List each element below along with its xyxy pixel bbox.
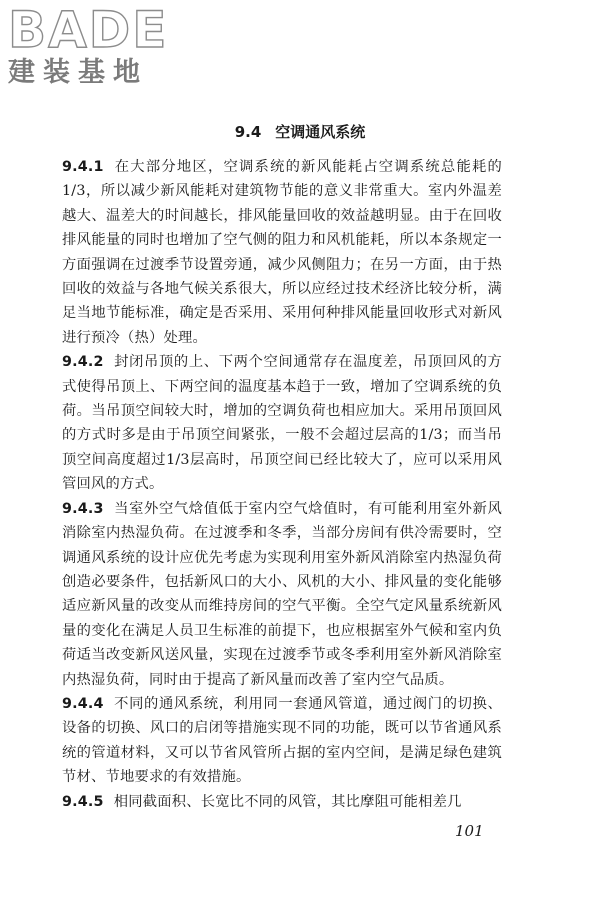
clause-number: 9.4.3 xyxy=(62,500,104,517)
clause-9-4-5 xyxy=(62,790,502,814)
clause-number: 9.4.4 xyxy=(62,695,104,712)
clause-number: 9.4.2 xyxy=(62,354,104,371)
clause-9-4-2 xyxy=(62,350,502,496)
page-number: 101 xyxy=(455,822,484,840)
logo-subtitle: 建装基地 xyxy=(8,57,148,88)
clause-9-4-1 xyxy=(62,155,502,350)
clause-text: 当室外空气焓值低于室内空气焓值时，有可能利用室外新风消除室内热湿负荷。在过渡季和冬季，当部分房间有供冷需要时，空调通风系统的设计应优先考虑为实现利用室外新风消除室内热湿负荷创造必要条件，包括新风口的大小、风机的大小、排风量的变化能够适应新风量的改变从而维持房间的空气平衡。全空气定风量系统新风量的变化在满足人员卫生标准的前提下，也应根据室外气候和室内负荷适当改变新风送风量，实现在过渡季节或冬季利用室外新风消除室内热湿负荷，同时由于提高了新风量而改善了室内空气品质。 xyxy=(62,500,502,688)
clause-text: 相同截面积、长宽比不同的风管，其比摩阻可能相差几 xyxy=(113,793,462,810)
clause-text: 在大部分地区，空调系统的新风能耗占空调系统总能耗的1/3，所以减少新风能耗对建筑物节能的意义非常重大。室内外温差越大、温差大的时间越长，排风能量回收的效益越明显。由于在回收排风能量的同时也增加了空气侧的阻力和风机能耗，所以本条规定一方面强调在过渡季节设置旁通，减少风侧阻力；在另一方面，由于热回收的效益与各地气候关系很大，所以应经过技术经济比较分析，满足当地节能标准，确定是否采用、采用何种排风能量回收形式对新风进行预冷（热）处理。 xyxy=(62,159,502,346)
clause-number: 9.4.5 xyxy=(62,793,104,810)
clause-number: 9.4.1 xyxy=(62,159,104,175)
document-body xyxy=(62,155,502,814)
clause-9-4-3 xyxy=(62,497,502,692)
logo xyxy=(8,1,178,88)
clause-text: 不同的通风系统，利用同一套通风管道，通过阀门的切换、设备的切换、风口的启闭等措施实现不同的功能，既可以节省通风系统的管道材料，又可以节省风管所占据的室内空间，是满足绿色建筑节材、节地要求的有效措施。 xyxy=(62,695,502,786)
section-title xyxy=(0,122,600,142)
section-title-text: 空调通风系统 xyxy=(275,123,366,141)
section-number: 9.4 xyxy=(234,123,262,141)
clause-text: 封闭吊顶的上、下两个空间通常存在温度差，吊顶回风的方式使得吊顶上、下两空间的温度基本趋于一致，增加了空调系统的负荷。当吊顶空间较大时，增加的空调负荷也相应加大。采用吊顶回风的方式时多是由于吊顶空间紧张，一般不会超过层高的1/3；而当吊顶空间高度超过1/3层高时，吊顶空间已经比较大了，应可以采用风管回风的方式。 xyxy=(62,354,502,493)
clause-9-4-4 xyxy=(62,692,502,790)
logo-brand: BADE xyxy=(8,1,169,59)
